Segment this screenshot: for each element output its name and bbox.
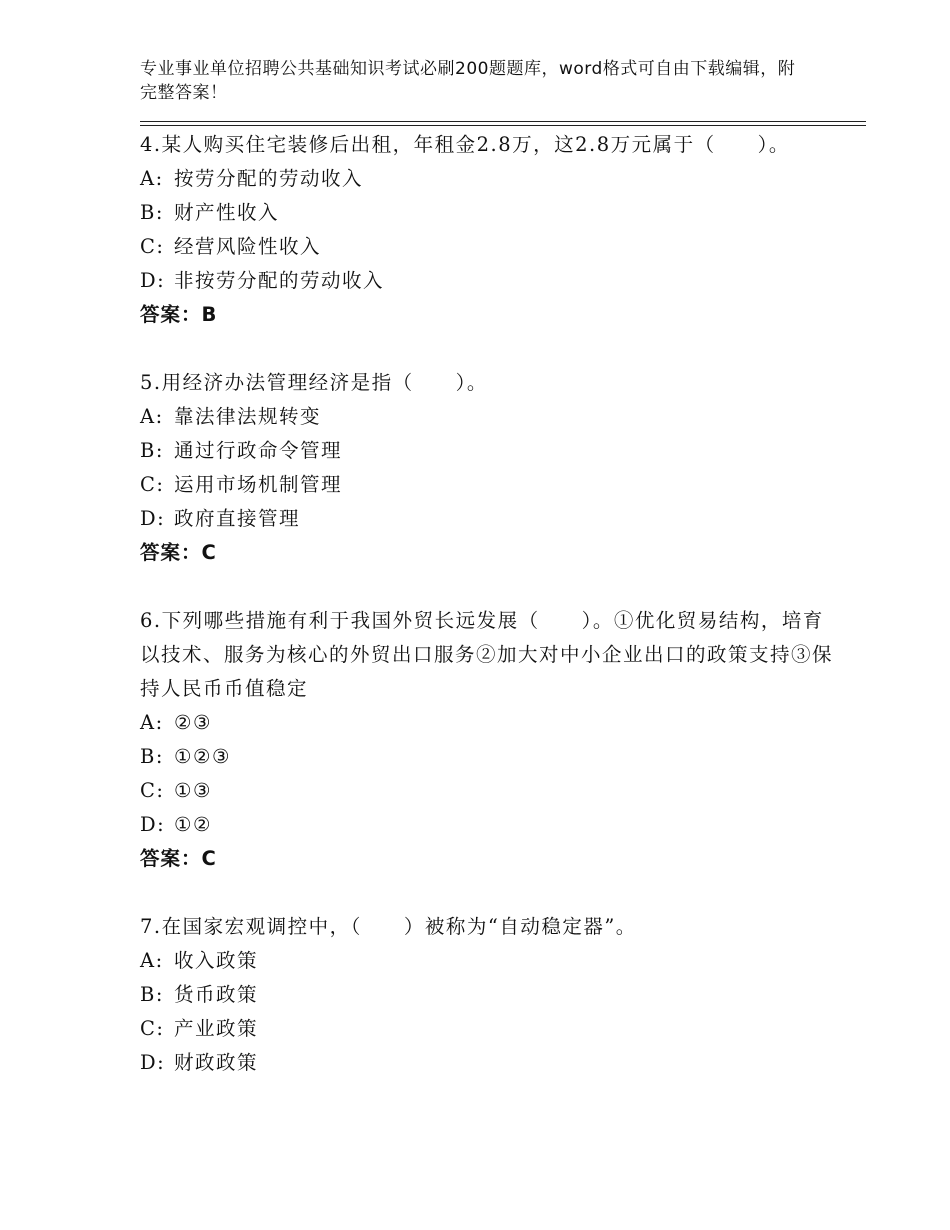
question-7 — [140, 910, 840, 1080]
option-key: D: — [140, 1051, 166, 1074]
header-rule-top — [140, 121, 866, 122]
option-d — [140, 808, 840, 842]
option-d — [140, 502, 840, 536]
option-key: C: — [140, 1017, 165, 1040]
question-stem: 6.下列哪些措施有利于我国外贸长远发展（ ）。①优化贸易结构，培育以技术、服务为核心的外贸出口服务②加大对中小企业出口的政策支持③保持人民币币值稳定 — [140, 609, 834, 700]
option-text: ②③ — [174, 711, 212, 734]
option-text: 按劳分配的劳动收入 — [174, 167, 364, 190]
question-4 — [140, 128, 840, 332]
option-c — [140, 468, 840, 502]
answer: 答案：C — [140, 847, 217, 870]
answer: 答案：C — [140, 541, 217, 564]
option-b — [140, 196, 840, 230]
header-rule-bottom — [140, 125, 866, 126]
option-c — [140, 1012, 840, 1046]
option-text: ①② — [174, 813, 212, 836]
spacer — [140, 332, 840, 366]
question-6 — [140, 604, 840, 876]
option-key: A: — [140, 167, 164, 190]
option-key: A: — [140, 405, 164, 428]
option-key: D: — [140, 813, 166, 836]
option-key: A: — [140, 711, 164, 734]
option-text: 产业政策 — [174, 1017, 259, 1040]
option-b — [140, 434, 840, 468]
option-text: 通过行政命令管理 — [174, 439, 343, 462]
option-key: D: — [140, 507, 166, 530]
option-a — [140, 944, 840, 978]
option-a — [140, 400, 840, 434]
option-d — [140, 1046, 840, 1080]
option-key: C: — [140, 779, 165, 802]
option-b — [140, 978, 840, 1012]
option-key: B: — [140, 201, 164, 224]
option-text: 政府直接管理 — [174, 507, 301, 530]
option-key: C: — [140, 235, 165, 258]
spacer — [140, 876, 840, 910]
option-a — [140, 706, 840, 740]
option-text: 经营风险性收入 — [174, 235, 322, 258]
question-list — [140, 128, 840, 1080]
option-key: D: — [140, 269, 166, 292]
option-text: 收入政策 — [174, 949, 259, 972]
question-stem: 4.某人购买住宅装修后出租，年租金2.8万，这2.8万元属于（ ）。 — [140, 133, 790, 156]
question-5 — [140, 366, 840, 570]
option-text: ①②③ — [174, 745, 231, 768]
option-a — [140, 162, 840, 196]
document-header: 专业事业单位招聘公共基础知识考试必刷200题题库，word格式可自由下载编辑，附完整答案！ — [140, 59, 796, 103]
spacer — [140, 570, 840, 604]
option-b — [140, 740, 840, 774]
option-text: ①③ — [174, 779, 212, 802]
option-key: C: — [140, 473, 165, 496]
option-text: 财产性收入 — [174, 201, 280, 224]
question-stem: 7.在国家宏观调控中，（ ）被称为“自动稳定器”。 — [140, 915, 637, 938]
option-text: 非按劳分配的劳动收入 — [174, 269, 385, 292]
option-c — [140, 230, 840, 264]
question-stem: 5.用经济办法管理经济是指（ ）。 — [140, 371, 488, 394]
option-d — [140, 264, 840, 298]
option-text: 靠法律法规转变 — [174, 405, 322, 428]
option-text: 财政政策 — [174, 1051, 259, 1074]
answer: 答案：B — [140, 303, 218, 326]
option-text: 货币政策 — [174, 983, 259, 1006]
option-c — [140, 774, 840, 808]
option-text: 运用市场机制管理 — [174, 473, 343, 496]
option-key: B: — [140, 983, 164, 1006]
option-key: B: — [140, 439, 164, 462]
option-key: B: — [140, 745, 164, 768]
option-key: A: — [140, 949, 164, 972]
